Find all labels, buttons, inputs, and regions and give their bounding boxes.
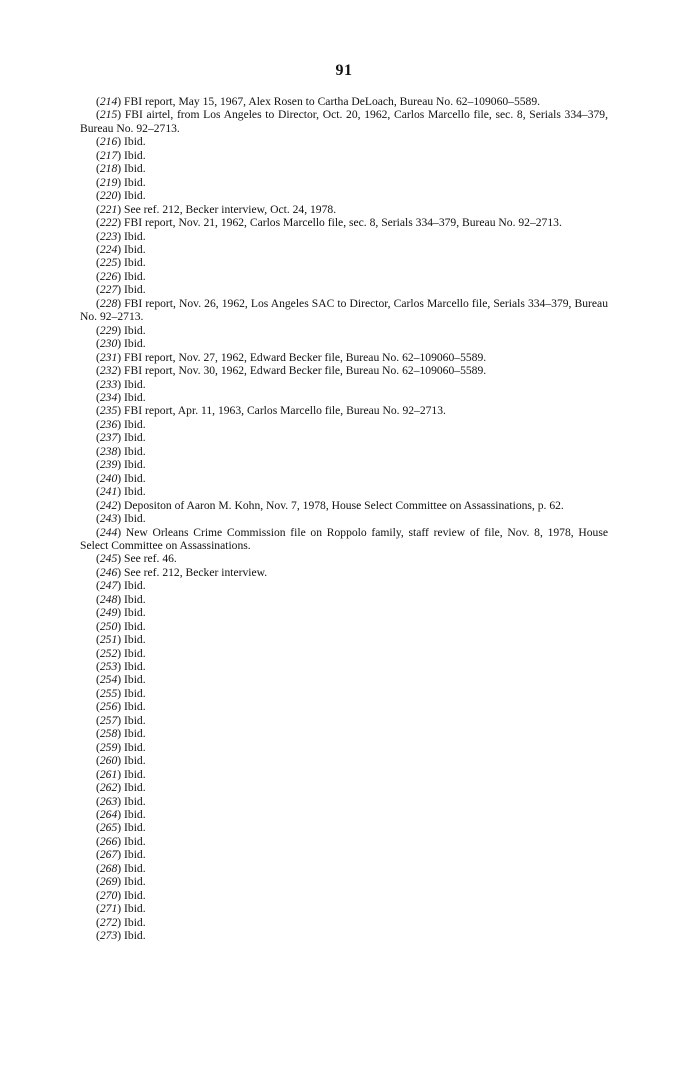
reference-text: Ibid. <box>124 242 146 256</box>
reference-number: 242 <box>99 498 118 512</box>
reference-note: (215) FBI airtel, from Los Angeles to Director, Oct. 20, 1962, Carlos Marcello file, sec. 8, Serials 334–379, Bureau No. 92–2713. <box>80 108 608 135</box>
reference-note: (240) Ibid. <box>96 471 146 485</box>
reference-note: (239) Ibid. <box>96 458 146 472</box>
reference-number: 220 <box>99 189 118 203</box>
reference-text: Ibid. <box>124 485 146 499</box>
reference-number: 246 <box>99 565 118 579</box>
reference-number: 214 <box>99 95 118 108</box>
reference-text: Ibid. <box>124 875 146 889</box>
reference-number: 262 <box>99 781 118 795</box>
reference-number: 259 <box>99 740 118 754</box>
reference-text: Ibid. <box>124 834 146 848</box>
reference-text: FBI report, Nov. 30, 1962, Edward Becker file, Bureau No. 62–109060–5589. <box>124 364 487 378</box>
reference-text: FBI report, Nov. 21, 1962, Carlos Marcello file, sec. 8, Serials 334–379, Bureau No. 92–2713. <box>124 216 562 230</box>
reference-text: Ibid. <box>124 431 146 445</box>
reference-text: Ibid. <box>124 821 146 835</box>
reference-text: Ibid. <box>124 929 146 943</box>
reference-number: 230 <box>99 337 118 351</box>
reference-note: (216) Ibid. <box>96 135 146 149</box>
reference-number: 237 <box>99 431 118 445</box>
reference-number: 224 <box>99 242 118 256</box>
reference-text: Ibid. <box>124 915 146 929</box>
reference-number: 265 <box>99 821 118 835</box>
reference-text: FBI report, Nov. 27, 1962, Edward Becker file, Bureau No. 62–109060–5589. <box>124 350 487 364</box>
reference-number: 222 <box>99 216 118 230</box>
reference-text: Ibid. <box>124 686 146 700</box>
reference-number: 234 <box>99 390 118 404</box>
reference-text: Ibid. <box>124 606 146 620</box>
reference-note: (260) Ibid. <box>96 754 146 768</box>
reference-note: (233) Ibid. <box>96 377 146 391</box>
reference-number: 241 <box>99 485 118 499</box>
reference-number: 232 <box>99 364 118 378</box>
reference-number: 257 <box>99 713 118 727</box>
reference-note: (224) Ibid. <box>96 242 146 256</box>
reference-text: Ibid. <box>124 767 146 781</box>
reference-note: (257) Ibid. <box>96 713 146 727</box>
reference-text: Ibid. <box>124 592 146 606</box>
reference-note: (227) Ibid. <box>96 283 146 297</box>
reference-text: Depositon of Aaron M. Kohn, Nov. 7, 1978, House Select Committee on Assassinations, p. 62. <box>124 498 564 512</box>
reference-note: (235) FBI report, Apr. 11, 1963, Carlos Marcello file, Bureau No. 92–2713. <box>96 404 446 418</box>
reference-note: (271) Ibid. <box>96 902 146 916</box>
reference-note: (218) Ibid. <box>96 162 146 176</box>
reference-note: (243) Ibid. <box>96 512 146 526</box>
reference-note: (262) Ibid. <box>96 781 146 795</box>
reference-note: (248) Ibid. <box>96 592 146 606</box>
reference-number: 223 <box>99 229 118 243</box>
reference-text: Ibid. <box>124 808 146 822</box>
reference-number: 272 <box>99 915 118 929</box>
reference-text: Ibid. <box>124 781 146 795</box>
reference-text: Ibid. <box>124 579 146 593</box>
reference-note: (229) Ibid. <box>96 323 146 337</box>
reference-text: Ibid. <box>124 189 146 203</box>
reference-note: (217) Ibid. <box>96 148 146 162</box>
reference-text: Ibid. <box>124 740 146 754</box>
reference-note: (263) Ibid. <box>96 794 146 808</box>
reference-number: 261 <box>99 767 118 781</box>
reference-text: Ibid. <box>124 471 146 485</box>
reference-text: Ibid. <box>124 512 146 526</box>
reference-text: Ibid. <box>124 902 146 916</box>
reference-text: Ibid. <box>124 283 146 297</box>
reference-note: (247) Ibid. <box>96 579 146 593</box>
reference-note: (255) Ibid. <box>96 686 146 700</box>
reference-number: 271 <box>99 902 118 916</box>
reference-note: (259) Ibid. <box>96 740 146 754</box>
reference-number: 247 <box>99 579 118 593</box>
reference-note: (253) Ibid. <box>96 660 146 674</box>
reference-number: 244 <box>99 525 118 539</box>
reference-number: 229 <box>99 323 118 337</box>
reference-number: 267 <box>99 848 118 862</box>
reference-number: 251 <box>99 633 118 647</box>
reference-number: 221 <box>99 202 118 216</box>
reference-note: (265) Ibid. <box>96 821 146 835</box>
reference-number: 266 <box>99 834 118 848</box>
reference-text: Ibid. <box>124 673 146 687</box>
reference-note: (266) Ibid. <box>96 834 146 848</box>
reference-text: Ibid. <box>124 229 146 243</box>
reference-text: Ibid. <box>124 269 146 283</box>
reference-number: 227 <box>99 283 118 297</box>
reference-text: Ibid. <box>124 148 146 162</box>
reference-text: Ibid. <box>124 848 146 862</box>
reference-text: Ibid. <box>124 727 146 741</box>
reference-note: (220) Ibid. <box>96 189 146 203</box>
reference-number: 270 <box>99 888 118 902</box>
reference-text: Ibid. <box>124 337 146 351</box>
reference-number: 268 <box>99 861 118 875</box>
reference-text: FBI report, Nov. 26, 1962, Los Angeles SAC to Director, Carlos Marcello file, Serials 334–379, Bureau No. 92–2713. <box>80 296 608 324</box>
reference-note: (214) FBI report, May 15, 1967, Alex Rosen to Cartha DeLoach, Bureau No. 62–109060–5589. <box>96 95 541 108</box>
reference-note: (228) FBI report, Nov. 26, 1962, Los Angeles SAC to Director, Carlos Marcello file, Serials 334–379, Bureau No. 92–2713. <box>80 296 608 324</box>
reference-text: Ibid. <box>124 458 146 472</box>
reference-text: Ibid. <box>124 713 146 727</box>
reference-number: 248 <box>99 592 118 606</box>
reference-number: 235 <box>99 404 118 418</box>
reference-number: 239 <box>99 458 118 472</box>
reference-number: 245 <box>99 552 118 566</box>
reference-number: 240 <box>99 471 118 485</box>
reference-text: See ref. 46. <box>124 552 177 566</box>
reference-text: Ibid. <box>124 256 146 270</box>
reference-text: Ibid. <box>124 444 146 458</box>
reference-note: (246) See ref. 212, Becker interview. <box>96 565 268 579</box>
reference-note: (273) Ibid. <box>96 929 146 943</box>
reference-note: (269) Ibid. <box>96 875 146 889</box>
reference-number: 253 <box>99 660 118 674</box>
reference-note: (251) Ibid. <box>96 633 146 647</box>
reference-number: 263 <box>99 794 118 808</box>
reference-note: (221) See ref. 212, Becker interview, Oct. 24, 1978. <box>96 202 337 216</box>
reference-number: 236 <box>99 417 118 431</box>
reference-note: (225) Ibid. <box>96 256 146 270</box>
reference-text: New Orleans Crime Commission file on Roppolo family, staff review of file, Nov. 8, 1978, House Select Committee on Assassinations. <box>80 525 608 552</box>
reference-note: (223) Ibid. <box>96 229 146 243</box>
reference-text: Ibid. <box>124 633 146 647</box>
reference-number: 252 <box>99 646 118 660</box>
reference-note: (267) Ibid. <box>96 848 146 862</box>
reference-note: (254) Ibid. <box>96 673 146 687</box>
reference-number: 269 <box>99 875 118 889</box>
reference-text: Ibid. <box>124 175 146 189</box>
reference-text: Ibid. <box>124 660 146 674</box>
reference-note: (226) Ibid. <box>96 269 146 283</box>
reference-note: (242) Depositon of Aaron M. Kohn, Nov. 7, 1978, House Select Committee on Assassinations, p. 62. <box>96 498 564 512</box>
reference-number: 218 <box>99 162 118 176</box>
reference-note: (244) New Orleans Crime Commission file on Roppolo family, staff review of file, Nov. 8, 1978, House Select Committee on Assassinations. <box>80 525 608 552</box>
reference-number: 255 <box>99 686 118 700</box>
reference-text: Ibid. <box>124 888 146 902</box>
reference-note: (245) See ref. 46. <box>96 552 177 566</box>
reference-note: (264) Ibid. <box>96 808 146 822</box>
reference-number: 215 <box>99 108 118 122</box>
reference-number: 249 <box>99 606 118 620</box>
reference-number: 258 <box>99 727 118 741</box>
reference-note: (268) Ibid. <box>96 861 146 875</box>
reference-number: 264 <box>99 808 118 822</box>
reference-text: Ibid. <box>124 162 146 176</box>
reference-text: Ibid. <box>124 377 146 391</box>
reference-number: 226 <box>99 269 118 283</box>
reference-note: (250) Ibid. <box>96 619 146 633</box>
reference-notes-list <box>80 95 608 943</box>
reference-number: 231 <box>99 350 118 364</box>
reference-note: (232) FBI report, Nov. 30, 1962, Edward Becker file, Bureau No. 62–109060–5589. <box>96 364 487 378</box>
reference-text: See ref. 212, Becker interview. <box>124 565 268 579</box>
reference-number: 219 <box>99 175 118 189</box>
reference-note: (230) Ibid. <box>96 337 146 351</box>
reference-note: (236) Ibid. <box>96 417 146 431</box>
reference-number: 216 <box>99 135 118 149</box>
reference-text: See ref. 212, Becker interview, Oct. 24, 1978. <box>124 202 337 216</box>
reference-text: Ibid. <box>124 861 146 875</box>
reference-number: 228 <box>99 296 118 310</box>
reference-text: Ibid. <box>124 700 146 714</box>
reference-text: FBI report, May 15, 1967, Alex Rosen to Cartha DeLoach, Bureau No. 62–109060–5589. <box>124 95 541 108</box>
reference-number: 254 <box>99 673 118 687</box>
reference-text: FBI report, Apr. 11, 1963, Carlos Marcello file, Bureau No. 92–2713. <box>124 404 446 418</box>
reference-number: 217 <box>99 148 118 162</box>
reference-note: (258) Ibid. <box>96 727 146 741</box>
reference-note: (234) Ibid. <box>96 390 146 404</box>
reference-text: Ibid. <box>124 619 146 633</box>
reference-text: Ibid. <box>124 135 146 149</box>
reference-note: (272) Ibid. <box>96 915 146 929</box>
reference-number: 238 <box>99 444 118 458</box>
reference-note: (238) Ibid. <box>96 444 146 458</box>
reference-text: Ibid. <box>124 390 146 404</box>
reference-text: Ibid. <box>124 754 146 768</box>
reference-note: (237) Ibid. <box>96 431 146 445</box>
reference-text: Ibid. <box>124 323 146 337</box>
reference-number: 233 <box>99 377 118 391</box>
reference-text: Ibid. <box>124 417 146 431</box>
reference-number: 225 <box>99 256 118 270</box>
reference-note: (261) Ibid. <box>96 767 146 781</box>
reference-note: (270) Ibid. <box>96 888 146 902</box>
reference-note: (249) Ibid. <box>96 606 146 620</box>
reference-note: (241) Ibid. <box>96 485 146 499</box>
reference-number: 273 <box>99 929 118 943</box>
reference-text: FBI airtel, from Los Angeles to Director, Oct. 20, 1962, Carlos Marcello file, sec. 8, Serials 334–379, Bureau No. 92–2713. <box>80 108 608 135</box>
reference-note: (252) Ibid. <box>96 646 146 660</box>
reference-note: (231) FBI report, Nov. 27, 1962, Edward Becker file, Bureau No. 62–109060–5589. <box>96 350 487 364</box>
reference-text: Ibid. <box>124 646 146 660</box>
reference-text: Ibid. <box>124 794 146 808</box>
reference-number: 243 <box>99 512 118 526</box>
reference-number: 250 <box>99 619 118 633</box>
reference-note: (219) Ibid. <box>96 175 146 189</box>
reference-note: (256) Ibid. <box>96 700 146 714</box>
reference-number: 256 <box>99 700 118 714</box>
page-number: 91 <box>335 62 353 79</box>
reference-note: (222) FBI report, Nov. 21, 1962, Carlos Marcello file, sec. 8, Serials 334–379, Bureau No. 92–2713. <box>96 216 562 230</box>
reference-number: 260 <box>99 754 118 768</box>
